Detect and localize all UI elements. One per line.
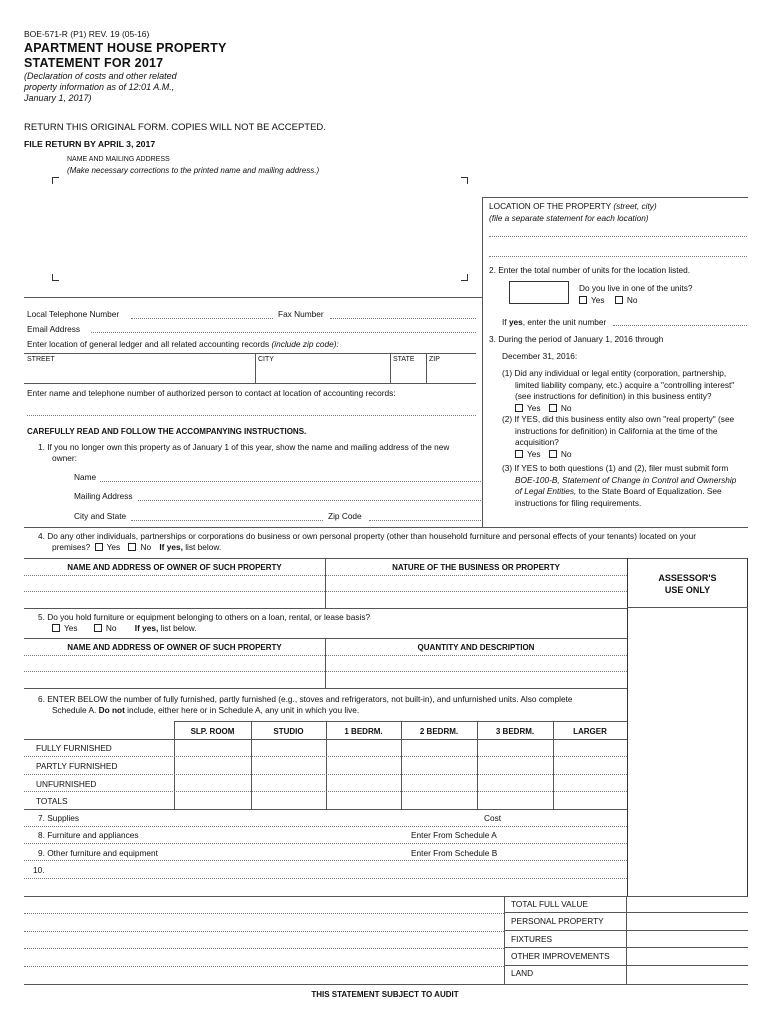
authorized-line[interactable]: [27, 415, 476, 416]
ledger-text: Enter location of general ledger and all related accounting records: [27, 339, 270, 349]
row-line[interactable]: [24, 774, 627, 775]
corner-mark: [52, 274, 59, 281]
row-line[interactable]: [24, 756, 627, 757]
city-label: CITY: [258, 356, 274, 363]
divider: [24, 984, 748, 985]
column-divider: [482, 197, 483, 527]
yes-label: Yes: [527, 402, 541, 413]
q2-text: 2. Enter the total number of units for the location listed.: [489, 265, 691, 275]
form-id: BOE-571-R (P1) REV. 19 (05-16): [24, 29, 150, 39]
authorized-label: Enter name and telephone number of authorized person to contact at location of accounting records:: [27, 388, 396, 398]
ledger-label: [27, 339, 339, 349]
divider: [401, 721, 402, 809]
unit-number-line[interactable]: [613, 325, 747, 326]
q6-line: 6. ENTER BELOW the number of fully furnished, partly furnished (e.g., stoves and refrigerators, not built-in), and unfurnished units. Also complete: [38, 694, 573, 704]
name-address-note: (Make necessary corrections to the printed name and mailing address.): [67, 166, 320, 175]
land-label: LAND: [511, 968, 534, 978]
email-line[interactable]: [91, 332, 476, 333]
phone-line[interactable]: [131, 318, 273, 319]
q3-line1: 3. During the period of January 1, 2016 through: [489, 334, 664, 344]
line9-source: Enter From Schedule B: [411, 848, 498, 858]
q4-row-line[interactable]: [24, 591, 627, 592]
q5-row-line[interactable]: [24, 671, 627, 672]
divider: [24, 688, 627, 689]
col-larger: LARGER: [573, 727, 607, 736]
assessor-use-box: [627, 558, 748, 897]
q4-premises: premises?: [52, 542, 91, 552]
live-question: Do you live in one of the units?: [579, 283, 693, 293]
state-label: STATE: [393, 356, 415, 363]
q3-2-options: [502, 449, 748, 461]
q6-line2: [38, 705, 573, 716]
row-line[interactable]: [24, 913, 504, 914]
total-full-value-label: TOTAL FULL VALUE: [511, 899, 588, 909]
row-line[interactable]: [24, 966, 504, 967]
row-line[interactable]: [24, 860, 627, 861]
q3-2-line: (2) If YES, did this business entity also own "real property" (see: [502, 414, 735, 424]
new-owner-city-line[interactable]: [131, 520, 323, 521]
divider: [325, 638, 326, 688]
audit-notice: THIS STATEMENT SUBJECT TO AUDIT: [311, 990, 459, 999]
q5-if-yes-suffix: list below.: [158, 623, 197, 633]
unit-yes: yes: [508, 317, 523, 327]
col-studio: STUDIO: [273, 727, 304, 736]
new-owner-name-label: Name: [74, 472, 97, 482]
live-no-checkbox[interactable]: [615, 296, 623, 304]
divider: [482, 197, 748, 198]
personal-property-label: PERSONAL PROPERTY: [511, 916, 604, 926]
line8-source: Enter From Schedule A: [411, 830, 497, 840]
return-notice: RETURN THIS ORIGINAL FORM. COPIES WILL NOT BE ACCEPTED.: [24, 122, 326, 133]
q3-line2: December 31, 2016:: [502, 351, 578, 361]
divider: [24, 527, 748, 528]
q1-text: [38, 442, 449, 464]
total-units-input[interactable]: [509, 281, 569, 304]
q3-3-line: instructions for filing requirements.: [515, 497, 642, 508]
q4-no-checkbox[interactable]: [128, 543, 136, 551]
yes-label: Yes: [591, 295, 605, 305]
other-improvements-label: OTHER IMPROVEMENTS: [511, 951, 610, 961]
q6-text: [38, 694, 573, 716]
q3-1: [502, 368, 748, 509]
row-fully-furnished: FULLY FURNISHED: [36, 743, 112, 753]
form-title-line1: APARTMENT HOUSE PROPERTY: [24, 41, 227, 55]
assessor-label: [627, 572, 748, 596]
q6-schedule: Schedule A.: [52, 705, 97, 715]
q4-yes-checkbox[interactable]: [95, 543, 103, 551]
q3-3-italic: of Legal Entities,: [515, 486, 577, 496]
q4-if-yes-suffix: list below.: [182, 542, 222, 552]
subtitle-line: (Declaration of costs and other related: [24, 71, 177, 81]
line10-label: 10.: [33, 865, 45, 875]
assessor-line: ASSESSOR'S: [658, 573, 717, 583]
new-owner-zip-label: Zip Code: [328, 511, 362, 521]
no-label: No: [140, 542, 152, 552]
divider: [251, 721, 252, 809]
line8-label: 8. Furniture and appliances: [38, 830, 139, 840]
q3-2-line: instructions for definition) in California at the time of the: [515, 425, 718, 436]
col-3-bedrm: 3 BEDRM.: [495, 727, 535, 736]
q3-1-line: (see instructions for definition) in this business entity?: [515, 391, 712, 401]
no-label: No: [105, 623, 117, 633]
unit-suffix: , enter the unit number: [522, 317, 607, 327]
fax-line[interactable]: [330, 318, 476, 319]
new-owner-mailing-line[interactable]: [138, 500, 481, 501]
q3-1-no-checkbox[interactable]: [549, 404, 557, 412]
q4-line2: [38, 542, 748, 553]
divider: [24, 739, 627, 740]
q4-if-yes: If yes,: [159, 542, 183, 552]
row-line[interactable]: [24, 931, 504, 932]
row-line[interactable]: [24, 948, 504, 949]
col-slp-room: SLP. ROOM: [190, 727, 235, 736]
q5-row-line[interactable]: [24, 655, 627, 656]
q5-no-checkbox[interactable]: [94, 624, 102, 632]
q3-2-yes-checkbox[interactable]: [515, 450, 523, 458]
q3-1-yes-checkbox[interactable]: [515, 404, 523, 412]
new-owner-city-label: City and State: [74, 511, 127, 521]
q5-options: [38, 623, 370, 634]
q4-row-line[interactable]: [24, 575, 627, 576]
q3-1-options: [502, 403, 748, 415]
divider: [326, 721, 327, 809]
q3-3-line: BOE-100-B, Statement of Change in Control and Ownership: [515, 474, 737, 485]
q4-text: [38, 531, 748, 553]
q3-1-line: (1) Did any individual or legal entity (corporation, partnership,: [502, 368, 727, 378]
location-line[interactable]: [489, 256, 747, 257]
unit-prefix: If: [502, 317, 507, 327]
zip-label: ZIP: [429, 356, 440, 363]
q4-col-owner: NAME AND ADDRESS OF OWNER OF SUCH PROPERTY: [67, 563, 282, 572]
email-label: Email Address: [27, 324, 81, 334]
divider: [174, 721, 175, 809]
location-note: (file a separate statement for each location): [489, 213, 649, 223]
q3-3-line: [502, 486, 748, 498]
q3-2-line: acquisition?: [515, 437, 559, 447]
row-partly-furnished: PARTLY FURNISHED: [36, 761, 118, 771]
file-by-notice: FILE RETURN BY APRIL 3, 2017: [24, 139, 156, 149]
form-title-line2: STATEMENT FOR 2017: [24, 56, 164, 70]
new-owner-mailing-label: Mailing Address: [74, 491, 133, 501]
divider: [255, 353, 256, 383]
phone-label: Local Telephone Number: [27, 309, 120, 319]
name-address-label: NAME AND MAILING ADDRESS: [67, 156, 170, 163]
row-line[interactable]: [24, 826, 627, 827]
q5-yes-checkbox[interactable]: [52, 624, 60, 632]
row-line[interactable]: [24, 791, 627, 792]
form-subtitle: [24, 71, 177, 104]
divider: [627, 607, 748, 608]
divider: [24, 608, 627, 609]
divider: [24, 383, 476, 384]
divider: [24, 809, 627, 810]
row-totals: TOTALS: [36, 796, 68, 806]
location-label-text: LOCATION OF THE PROPERTY: [489, 201, 612, 211]
yes-label: Yes: [527, 448, 541, 459]
street-label: STREET: [27, 356, 55, 363]
new-owner-zip-line[interactable]: [369, 520, 481, 521]
q5-text: [38, 612, 370, 634]
instructions-heading: CAREFULLY READ AND FOLLOW THE ACCOMPANYING INSTRUCTIONS.: [27, 427, 307, 436]
row-line[interactable]: [24, 878, 627, 879]
no-label: No: [626, 295, 638, 305]
divider: [390, 353, 391, 383]
q6-do-not: Do not: [98, 705, 125, 715]
corner-mark: [52, 177, 59, 184]
mailing-address-field[interactable]: [56, 184, 460, 272]
line7-label: 7. Supplies: [38, 813, 80, 823]
q6-rest: include, either here or in Schedule A, any unit in which you live.: [124, 705, 360, 715]
no-label: No: [560, 448, 572, 459]
live-options: [579, 295, 637, 305]
corner-mark: [461, 274, 468, 281]
q1-line: 1. If you no longer own this property as of January 1 of this year, show the name and mailing address of the new: [38, 442, 450, 452]
divider: [553, 721, 554, 809]
fixtures-label: FIXTURES: [511, 934, 553, 944]
q5-col-owner: NAME AND ADDRESS OF OWNER OF SUCH PROPERTY: [67, 643, 282, 652]
divider: [325, 558, 326, 608]
yes-label: Yes: [64, 623, 78, 633]
corner-mark: [461, 177, 468, 184]
location-label: [489, 201, 657, 211]
divider: [24, 297, 482, 298]
divider: [24, 353, 476, 354]
q4-col-nature: NATURE OF THE BUSINESS OR PROPERTY: [392, 563, 560, 572]
totals-value-field[interactable]: [627, 896, 748, 984]
q3-3-text: to the State Board of Equalization. See: [576, 486, 722, 496]
yes-label: Yes: [106, 542, 121, 552]
q5-col-quantity: QUANTITY AND DESCRIPTION: [417, 643, 535, 652]
divider: [426, 353, 427, 383]
row-line[interactable]: [24, 843, 627, 844]
q1-line: owner:: [52, 453, 77, 463]
line9-label: 9. Other furniture and equipment: [38, 848, 158, 858]
no-label: No: [560, 402, 572, 413]
q3-3-line: (3) If YES to both questions (1) and (2), filer must submit form: [502, 463, 729, 473]
live-yes-checkbox[interactable]: [579, 296, 587, 304]
q3-1-line: limited liability company, etc.) acquire a "controlling interest": [515, 379, 735, 390]
q5-if-yes: If yes,: [134, 623, 159, 633]
fax-label: Fax Number: [278, 309, 324, 319]
cost-label: Cost: [484, 813, 502, 823]
subtitle-line: property information as of 12:01 A.M.,: [24, 82, 175, 92]
location-label-italic: (street, city): [613, 201, 657, 211]
q3-2-no-checkbox[interactable]: [549, 450, 557, 458]
col-2-bedrm: 2 BEDRM.: [419, 727, 459, 736]
unit-number-label: [502, 317, 606, 327]
divider: [477, 721, 478, 809]
location-line[interactable]: [489, 236, 747, 237]
ledger-note: (include zip code):: [271, 339, 339, 349]
assessor-line: USE ONLY: [664, 585, 711, 595]
q4-line: 4. Do any other individuals, partnerships or corporations do business or own personal property (other than household furniture and personal effects of your tenants) located on your: [38, 531, 696, 541]
col-1-bedrm: 1 BEDRM.: [344, 727, 383, 736]
q5-line: 5. Do you hold furniture or equipment belonging to others on a loan, rental, or lease basis?: [38, 612, 371, 622]
divider: [504, 896, 505, 984]
subtitle-line: January 1, 2017): [24, 93, 92, 103]
row-unfurnished: UNFURNISHED: [36, 779, 97, 789]
new-owner-name-line[interactable]: [100, 481, 481, 482]
